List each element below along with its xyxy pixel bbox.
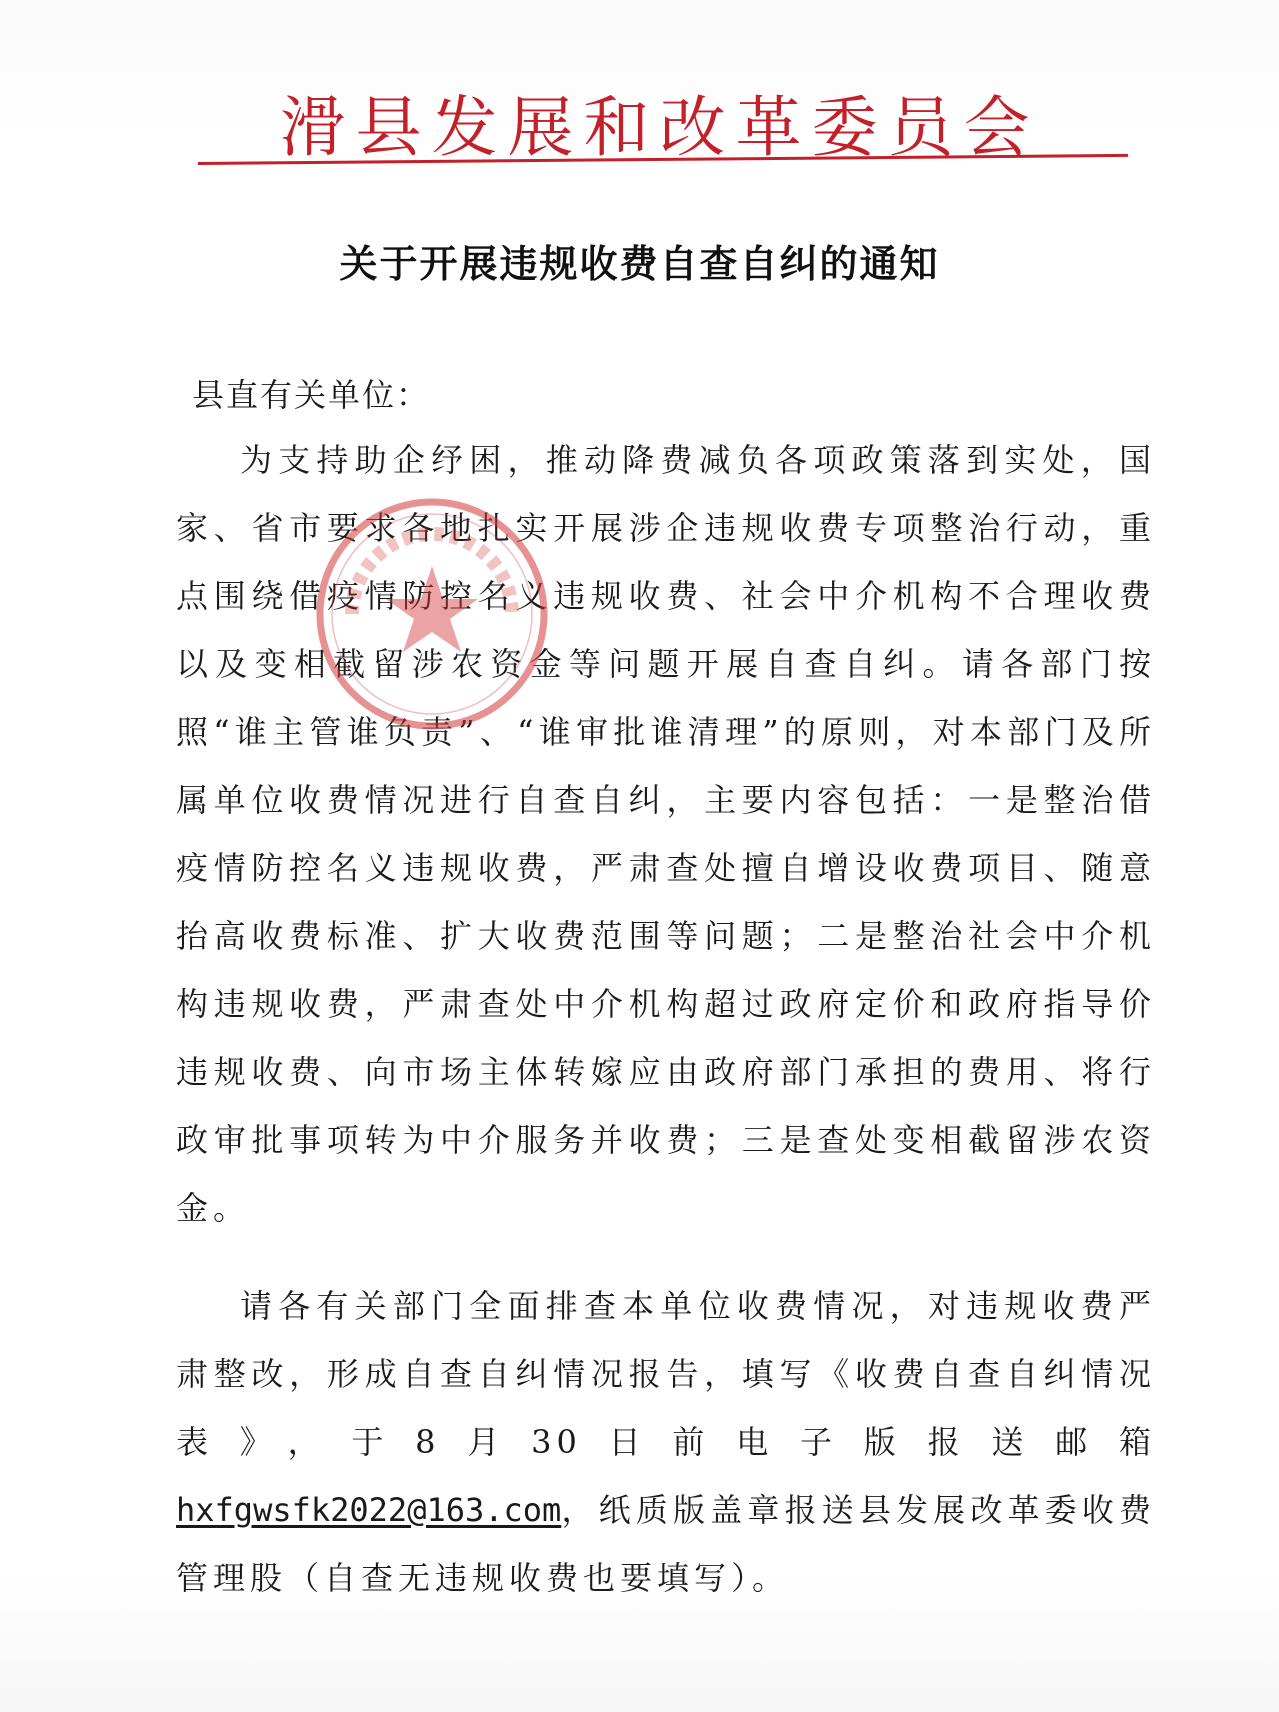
email-address[interactable]: hxfgwsfk2022@163.com bbox=[176, 1491, 562, 1529]
paragraph-2-text-end: ，纸质版盖章报送县发展改革委收费管理股（自查无违规收费也要填写）。 bbox=[176, 1491, 1156, 1597]
paragraph-2-text: 请各有关部门全面排查本单位收费情况，对违规收费严肃整改，形成自查自纠情况报告，填写《收费自查自纠情况表》，于8月30日前电子版报送邮箱 bbox=[176, 1287, 1156, 1461]
body-paragraph-2 bbox=[176, 1272, 1156, 1612]
document-title: 关于开展违规收费自查自纠的通知 bbox=[339, 242, 940, 286]
body-paragraph-1: 为支持助企纾困，推动降费减负各项政策落到实处，国家、省市要求各地扎实开展涉企违规收费专项整治行动，重点围绕借疫情防控名义违规收费、社会中介机构不合理收费以及变相截留涉农资金等问题开展自查自纠。请各部门按照“谁主管谁负责”、“谁审批谁清理”的原则，对本部门及所属单位收费情况进行自查自纠，主要内容包括：一是整治借疫情防控名义违规收费，严肃查处擅自增设收费项目、随意抬高收费标准、扩大收费范围等问题；二是整治社会中介机构违规收费，严肃查处中介机构超过政府定价和政府指导价违规收费、向市场主体转嫁应由政府部门承担的费用、将行政审批事项转为中介服务并收费；三是查处变相截留涉农资金。 bbox=[176, 441, 1156, 1227]
issuer-name: 滑县发展和改革委员会 bbox=[279, 89, 1040, 166]
addressee: 县直有关单位： bbox=[192, 376, 431, 414]
